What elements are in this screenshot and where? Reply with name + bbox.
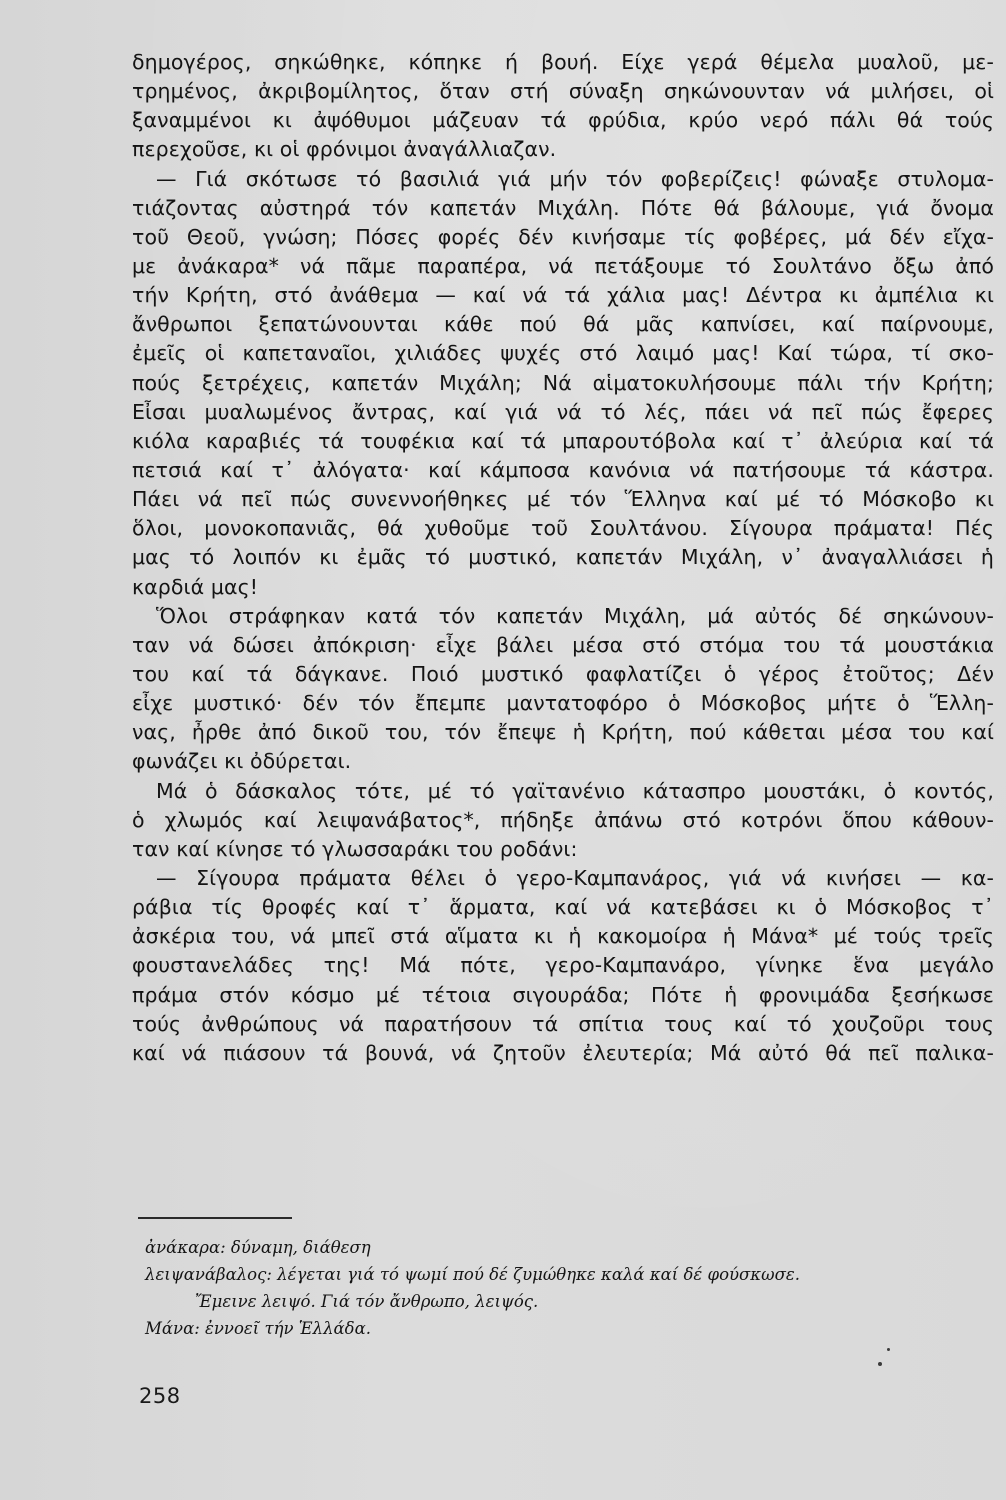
page-number: 258 bbox=[139, 1384, 181, 1408]
text-line: ξαναμμένοι κι ἀψόθυμοι μάζευαν τά φρύδια, κρύο νερό πάλι θά τούς bbox=[132, 108, 994, 133]
text-line: ὁ χλωμός καί λειψανάβατος*, πήδηξε ἀπάνω στό κοτρόνι ὅπου κάθουν- bbox=[132, 807, 994, 832]
footnote-item bbox=[145, 1315, 1005, 1342]
text-line: τιάζοντας αὐστηρά τόν καπετάν Μιχάλη. Πότε θά βάλουμε, γιά ὄνομα bbox=[132, 195, 994, 220]
scan-speck bbox=[878, 1362, 882, 1366]
footnote-text: λέγεται γιά τό ψωμί πού δέ ζυμώθηκε καλά καί δέ φούσκωσε. bbox=[271, 1265, 800, 1284]
text-line: περεχοῦσε, κι οἱ φρόνιμοι ἀναγάλλιαζαν. bbox=[132, 137, 557, 162]
footnote-term: λειψανάβαλος: bbox=[145, 1265, 272, 1284]
footnote-text: δύναμη, διάθεση bbox=[225, 1238, 371, 1257]
text-line: πούς ξετρέχεις, καπετάν Μιχάλη; Νά αἱματοκυλήσουμε πάλι τήν Κρήτη; bbox=[132, 370, 994, 395]
text-line: Πάει νά πεῖ πώς συνεννοήθηκες μέ τόν Ἕλληνα καί μέ τό Μόσκοβο κι bbox=[132, 487, 994, 512]
text-line: τούς ἀνθρώπους νά παρατήσουν τά σπίτια τους καί τό χουζοῦρι τους bbox=[132, 1011, 994, 1036]
text-line: Εἶσαι μυαλωμένος ἄντρας, καί γιά νά τό λές, πάει νά πεῖ πώς ἔφερες bbox=[132, 399, 994, 424]
text-line: Μά ὁ δάσκαλος τότε, μέ τό γαϊτανένιο κάτασπρο μουστάκι, ὁ κοντός, bbox=[156, 778, 994, 803]
text-line: φωνάζει κι ὀδύρεται. bbox=[132, 749, 352, 774]
text-line: του καί τά δάγκανε. Ποιό μυστικό φαφλατίζει ὁ γέρος ἐτοῦτος; Δέν bbox=[132, 661, 994, 686]
body-text bbox=[132, 48, 994, 1068]
footnote-item bbox=[145, 1261, 1005, 1288]
text-line: μας τό λοιπόν κι ἐμᾶς τό μυστικό, καπετάν Μιχάλη, ν᾽ ἀναγαλλιάσει ἡ bbox=[132, 545, 994, 570]
text-line: Ὅλοι στράφηκαν κατά τόν καπετάν Μιχάλη, μά αὐτός δέ σηκώνουν- bbox=[156, 603, 994, 628]
text-line: φουστανελάδες της! Μά πότε, γερο-Καμπανάρο, γίνηκε ἕνα μεγάλο bbox=[132, 953, 994, 978]
text-line: — Σίγουρα πράματα θέλει ὁ γερο-Καμπανάρος, γιά νά κινήσει — κα- bbox=[156, 865, 994, 890]
footnote-term: Μάνα: bbox=[145, 1319, 200, 1338]
text-line: ἐμεῖς οἱ καπεταναῖοι, χιλιάδες ψυχές στό λαιμό μας! Καί τώρα, τί σκο- bbox=[132, 341, 994, 366]
text-line: ἄνθρωποι ξεπατώνουνται κάθε πού θά μᾶς καπνίσει, καί παίρνουμε, bbox=[132, 312, 994, 337]
footnotes bbox=[145, 1234, 1005, 1342]
text-line: εἶχε μυστικό· δέν τόν ἔπεμπε μαντατοφόρο ὁ Μόσκοβος μήτε ὁ Ἕλλη- bbox=[132, 691, 994, 716]
text-line: ράβια τίς θροφές καί τ᾽ ἅρματα, καί νά κατεβάσει κι ὁ Μόσκοβος τ᾽ bbox=[132, 895, 994, 920]
text-line: καρδιά μας! bbox=[132, 574, 259, 599]
text-line: τοῦ Θεοῦ, γνώση; Πόσες φορές δέν κινήσαμε τίς φοβέρες, μά δέν εἴχα- bbox=[132, 224, 994, 249]
text-line: καί νά πιάσουν τά βουνά, νά ζητοῦν ἐλευτερία; Μά αὐτό θά πεῖ παλικα- bbox=[132, 1040, 994, 1065]
text-line: ὅλοι, μονοκοπανιᾶς, θά χυθοῦμε τοῦ Σουλτάνου. Σίγουρα πράματα! Πές bbox=[132, 516, 994, 541]
footnote-divider bbox=[138, 1217, 292, 1219]
text-line: ταν νά δώσει ἀπόκριση· εἶχε βάλει μέσα στό στόμα του τά μουστάκια bbox=[132, 632, 994, 657]
footnote-text: ἐννοεῖ τήν Ἑλλάδα. bbox=[199, 1319, 371, 1338]
footnote-item bbox=[145, 1288, 1005, 1315]
footnote-term: ἀνάκαρα: bbox=[145, 1238, 226, 1257]
text-line: πετσιά καί τ᾽ ἀλόγατα· καί κάμποσα κανόνια νά πατήσουμε τά κάστρα. bbox=[132, 457, 994, 482]
text-line: δημογέρος, σηκώθηκε, κόπηκε ή βουή. Είχε γερά θέμελα μυαλοῦ, με- bbox=[132, 50, 994, 74]
text-line: τήν Κρήτη, στό ἀνάθεμα — καί νά τά χάλια μας! Δέντρα κι ἀμπέλια κι bbox=[132, 283, 994, 308]
text-line: με ἀνάκαρα* νά πᾶμε παραπέρα, νά πετάξουμε τό Σουλτάνο ὄξω ἀπό bbox=[132, 253, 994, 278]
footnote-text: Ἔμεινε λειψό. Γιά τόν ἄνθρωπο, λειψός. bbox=[195, 1292, 539, 1311]
text-line: — Γιά σκότωσε τό βασιλιά γιά μήν τόν φοβερίζεις! φώναξε στυλομα- bbox=[156, 166, 994, 191]
text-line: νας, ἦρθε ἀπό δικοῦ του, τόν ἔπεψε ἡ Κρήτη, πού κάθεται μέσα του καί bbox=[132, 720, 994, 745]
text-line: κιόλα καραβιές τά τουφέκια καί τά μπαρουτόβολα καί τ᾽ ἀλεύρια καί τά bbox=[132, 428, 994, 453]
text-line: τρημένος, ἀκριβομίλητος, ὅταν στή σύναξη σηκώνουνταν νά μιλήσει, οἱ bbox=[132, 79, 994, 104]
text-line: ταν καί κίνησε τό γλωσσαράκι του ροδάνι: bbox=[132, 836, 578, 861]
scan-speck bbox=[887, 1348, 890, 1351]
text-line: ἀσκέρια του, νά μπεῖ στά αἵματα κι ἡ κακομοίρα ἡ Μάνα* μέ τούς τρεῖς bbox=[132, 924, 994, 949]
text-line: πράμα στόν κόσμο μέ τέτοια σιγουράδα; Πότε ἡ φρονιμάδα ξεσήκωσε bbox=[132, 982, 994, 1007]
footnote-item bbox=[145, 1234, 1005, 1261]
